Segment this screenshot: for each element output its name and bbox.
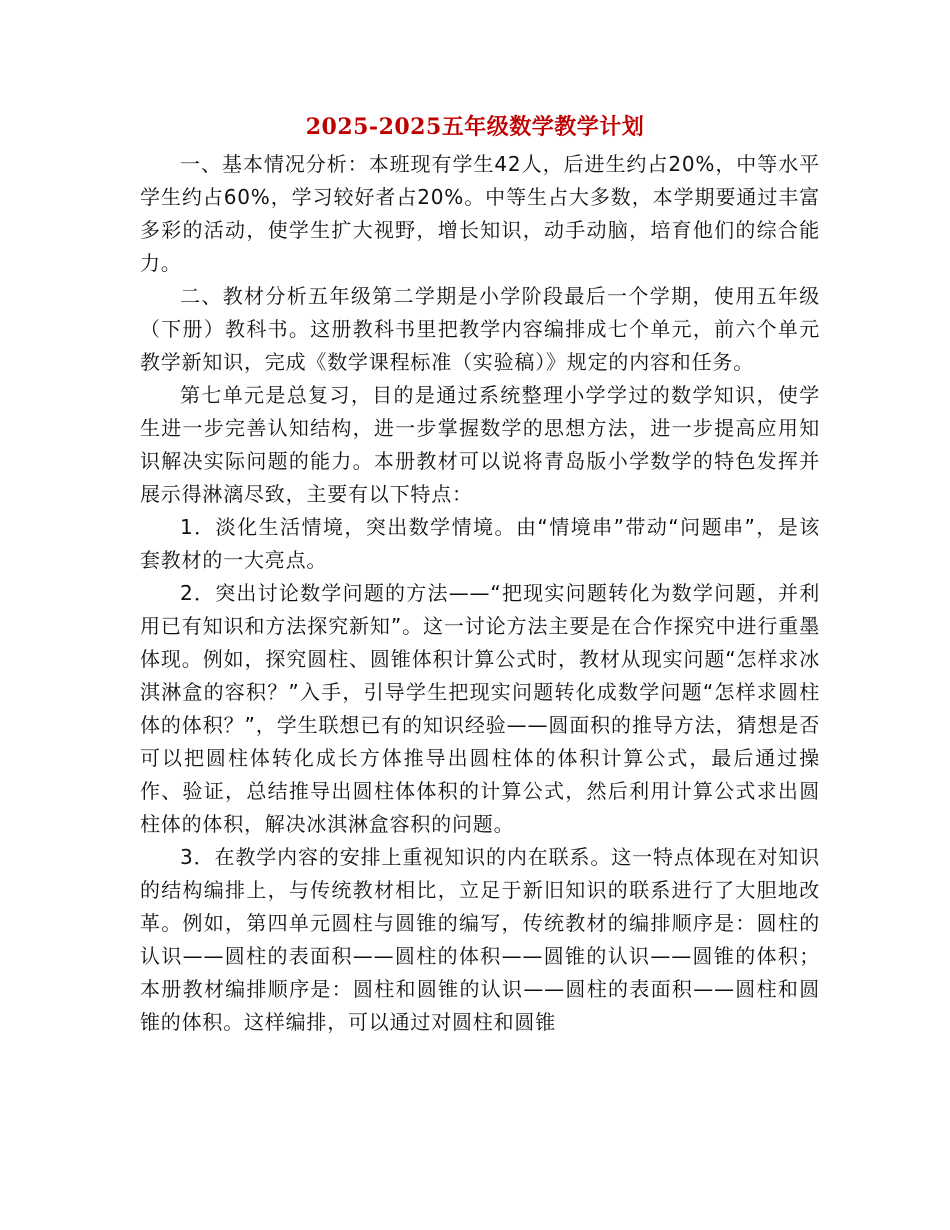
document-body [140,148,820,1039]
document-title: 2025-2025五年级数学教学计划 [305,114,645,140]
paragraph-basic-situation: 一、基本情况分析：本班现有学生42人，后进生约占20%，中等水平学生约占60%，学习较好者占20%。中等生占大多数，本学期要通过丰富多彩的活动，使学生扩大视野，增长知识，动手动脑，培育他们的综合能力。 [140,152,820,275]
paragraph-feature-1: 1．淡化生活情境，突出数学情境。由“情境串”带动“问题串”，是该套教材的一大亮点。 [140,515,820,572]
paragraph-unit-seven: 第七单元是总复习，目的是通过系统整理小学学过的数学知识，使学生进一步完善认知结构，进一步掌握数学的思想方法，进一步提高应用知识解决实际问题的能力。本册教材可以说将青岛版小学数学的特色发挥并展示得淋漓尽致，主要有以下特点： [140,383,820,506]
paragraph-feature-3: 3．在教学内容的安排上重视知识的内在联系。这一特点体现在对知识的结构编排上，与传统教材相比，立足于新旧知识的联系进行了大胆地改革。例如，第四单元圆柱与圆锥的编写，传统教材的编排顺序是：圆柱的认识——圆柱的表面积——圆柱的体积——圆锥的认识——圆锥的体积；本册教材编排顺序是：圆柱和圆锥的认识——圆柱的表面积——圆柱和圆锥的体积。这样编排，可以通过对圆柱和圆锥 [140,845,820,1034]
paragraph-feature-2: 2．突出讨论数学问题的方法——“把现实问题转化为数学问题，并利用已有知识和方法探究新知”。这一讨论方法主要是在合作探究中进行重墨体现。例如，探究圆柱、圆锥体积计算公式时，教材从现实问题“怎样求冰淇淋盒的容积？”入手，引导学生把现实问题转化成数学问题“怎样求圆柱体的体积？”，学生联想已有的知识经验——圆面积的推导方法，猜想是否可以把圆柱体转化成长方体推导出圆柱体的体积计算公式，最后通过操作、验证，总结推导出圆柱体体积的计算公式，然后利用计算公式求出圆柱体的体积，解决冰淇淋盒容积的问题。 [140,581,820,836]
paragraph-textbook-analysis: 二、教材分析五年级第二学期是小学阶段最后一个学期，使用五年级（下册）教科书。这册教科书里把教学内容编排成七个单元，前六个单元教学新知识，完成《数学课程标准（实验稿）》规定的内容和任务。 [140,284,820,374]
